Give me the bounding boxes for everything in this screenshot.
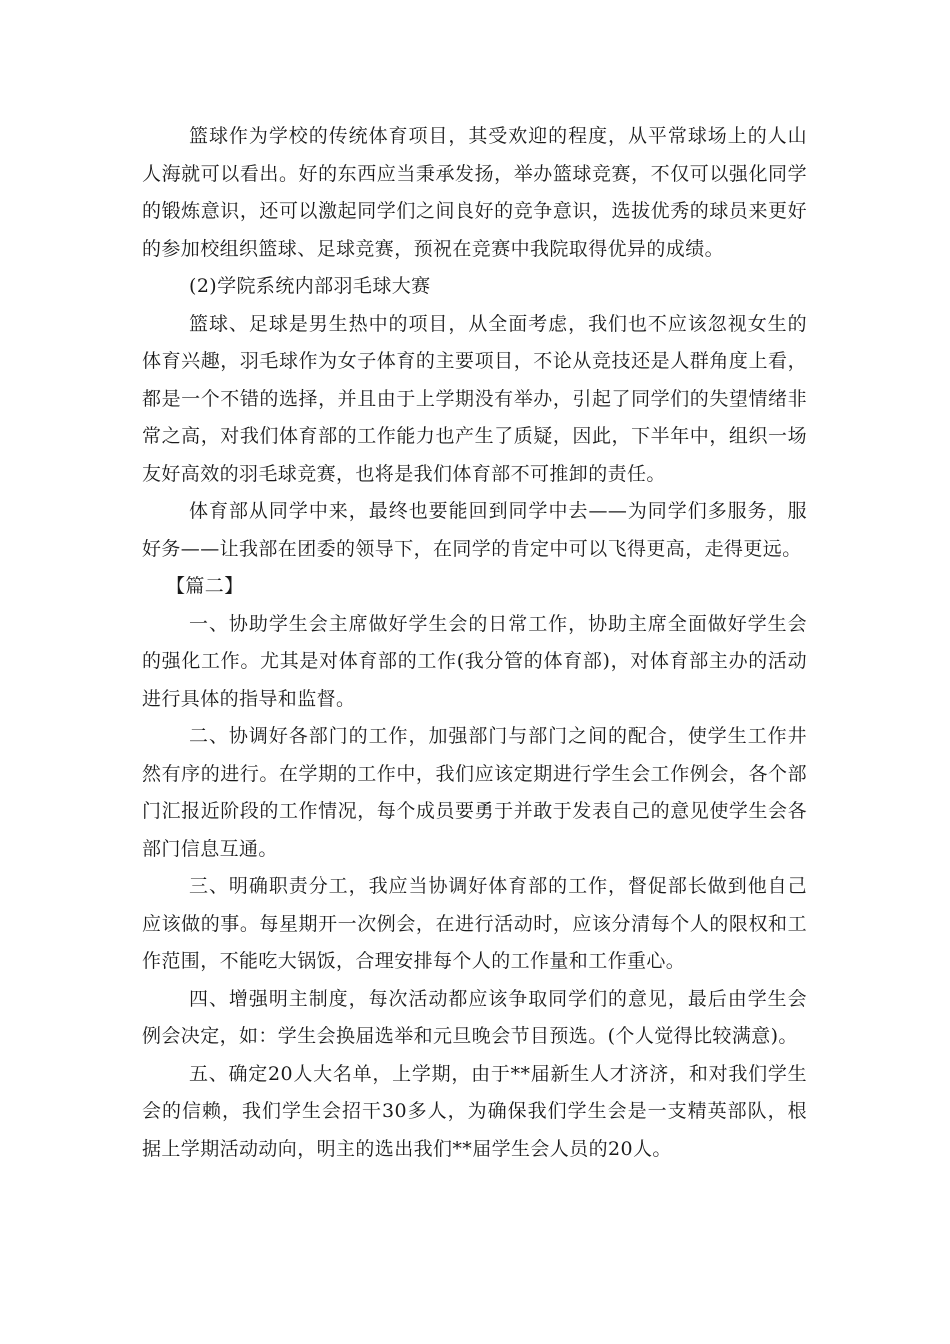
paragraph-basketball: 篮球作为学校的传统体育项目，其受欢迎的程度，从平常球场上的人山人海就可以看出。好的东西应当秉承发扬，举办篮球竞赛，不仅可以强化同学的锻炼意识，还可以激起同学们之间良好的竞争意识，选拔优秀的球员来更好的参加校组织篮球、足球竞赛，预祝在竞赛中我院取得优异的成绩。 bbox=[142, 125, 807, 260]
paragraph-sports-dept: 体育部从同学中来，最终也要能回到同学中去——为同学们多服务，服好务——让我部在团委的领导下，在同学的肯定中可以飞得更高，走得更远。 bbox=[142, 500, 807, 560]
section-heading-part-two: 【篇二】 bbox=[166, 575, 244, 597]
list-item-3: 三、明确职责分工，我应当协调好体育部的工作，督促部长做到他自己应该做的事。每星期开一次例会，在进行活动时，应该分清每个人的限权和工作范围，不能吃大锅饭，合理安排每个人的工作量和工作重心。 bbox=[142, 875, 807, 972]
list-item-2: 二、协调好各部门的工作，加强部门与部门之间的配合，使学生工作井然有序的进行。在学期的工作中，我们应该定期进行学生会工作例会，各个部门汇报近阶段的工作情况，每个成员要勇于并敢于发表自己的意见使学生会各部门信息互通。 bbox=[142, 725, 807, 860]
paragraph-badminton: 篮球、足球是男生热中的项目，从全面考虑，我们也不应该忽视女生的体育兴趣，羽毛球作为女子体育的主要项目，不论从竞技还是人群角度上看，都是一个不错的选择，并且由于上学期没有举办，引起了同学们的失望情绪非常之高，对我们体育部的工作能力也产生了质疑，因此，下半年中，组织一场友好高效的羽毛球竞赛，也将是我们体育部不可推卸的责任。 bbox=[142, 312, 807, 485]
list-item-4: 四、增强明主制度，每次活动都应该争取同学们的意见，最后由学生会例会决定，如：学生会换届选举和元旦晚会节目预选。(个人觉得比较满意)。 bbox=[142, 987, 807, 1047]
list-item-1: 一、协助学生会主席做好学生会的日常工作，协助主席全面做好学生会的强化工作。尤其是对体育部的工作(我分管的体育部)，对体育部主办的活动进行具体的指导和监督。 bbox=[142, 612, 807, 710]
document-page bbox=[142, 118, 807, 1168]
list-item-5: 五、确定20人大名单，上学期，由于**届新生人才济济，和对我们学生会的信赖，我们学生会招干30多人，为确保我们学生会是一支精英部队，根据上学期活动动向，明主的选出我们**届学生会人员的20人。 bbox=[142, 1062, 807, 1160]
heading-badminton-contest: (2)学院系统内部羽毛球大赛 bbox=[189, 275, 431, 297]
